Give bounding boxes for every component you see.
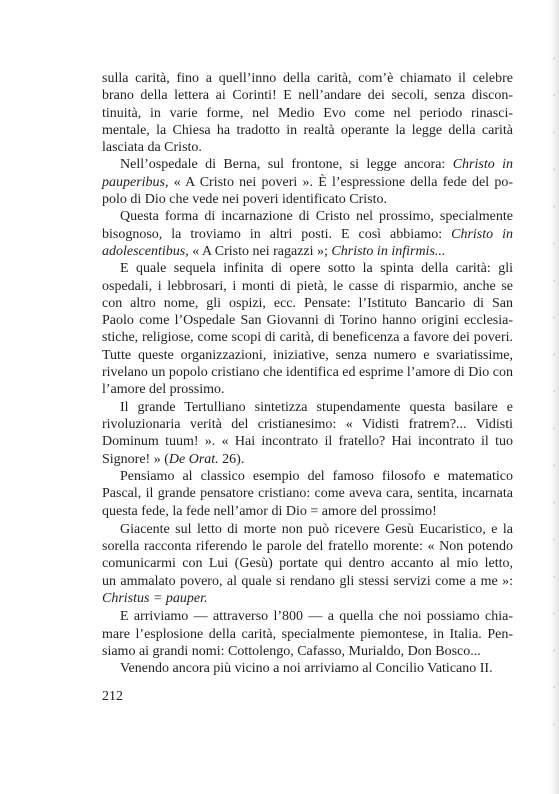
text-line: [102, 521, 513, 538]
text-run: Paolo come l’Ospedale San Giovanni di Torino hanno origini ecclesia-: [102, 313, 513, 329]
text-line: [102, 433, 513, 450]
text-run: bisognoso, la troviamo in altri posti. E così abbiamo:: [102, 226, 452, 242]
text-line: [102, 555, 513, 572]
text-run: Questa forma di incarnazione di Cristo nel prossimo, specialmente: [120, 209, 513, 225]
text-run: stiche, religiose, come scopi di carità, di beneficenza a favore dei poveri.: [102, 330, 513, 346]
text-line: [102, 329, 513, 346]
text-run: Il grande Tertulliano sintetizza stupendamente questa basilare e: [120, 399, 513, 415]
text-line: [102, 347, 513, 364]
text-run: mare l’esplosione della carità, specialmente piemontese, in Italia. Pen-: [102, 626, 513, 642]
text-run: rivelano un popolo cristiano che identifica ed esprime l’amore di Dio con: [102, 365, 513, 381]
text-run: « A Cristo nei ragazzi »;: [188, 243, 332, 259]
text-run: Giacente sul letto di morte non può ricevere Gesù Eucaristico, e la: [120, 521, 513, 537]
text-run: questa fede, la fede nell’amor di Dio = amore del prossimo!: [102, 504, 437, 520]
text-line: [102, 278, 513, 295]
text-run: « A Cristo nei poveri ». È l’espressione della fede del po-: [168, 174, 513, 190]
text-run: polo di Dio che vede nei poveri identificato Cristo.: [102, 192, 387, 208]
text-run: mentale, la Chiesa ha tradotto in realtà operante la legge della carità: [102, 122, 513, 138]
text-run: rivoluzionaria verità del cristianesimo: « Vidisti fratrem?... Vidisti: [102, 416, 513, 432]
text-line: [102, 243, 513, 260]
text-line: [102, 139, 513, 156]
italic-text: adolescentibus,: [102, 243, 189, 259]
text-run: sorella racconta riferendo le parole del fratello morente: « Non potendo: [102, 539, 513, 555]
text-line: [102, 226, 513, 243]
text-run: lasciata da Cristo.: [102, 140, 202, 156]
text-line: [102, 451, 513, 468]
text-line: [102, 468, 513, 485]
text-line: [102, 485, 513, 502]
text-run: un ammalato povero, al quale si rendano gli stessi servizi come a me »:: [102, 573, 513, 589]
text-line: [102, 643, 513, 660]
italic-text: Christo in: [452, 157, 514, 173]
scan-specks: [551, 40, 557, 740]
text-run: brano della lettera ai Corinti! E nell’andare dei secoli, senza discon-: [102, 88, 513, 104]
text-line: [102, 538, 513, 555]
text-run: Pensiamo al classico esempio del famoso filosofo e matematico: [120, 468, 513, 484]
text-run: siamo ai grandi nomi: Cottolengo, Cafasso, Murialdo, Don Bosco...: [102, 643, 481, 659]
text-line: [102, 608, 513, 625]
italic-text: pauperibus,: [102, 174, 169, 190]
text-run: E arriviamo — attraverso l’800 — a quella che noi possiamo chia-: [120, 609, 513, 625]
text-line: [102, 399, 513, 416]
text-run: E quale sequela infinita di opere sotto la spinta della carità: gli: [120, 261, 513, 277]
text-line: [102, 312, 513, 329]
text-line: [102, 87, 513, 104]
text-line: [102, 260, 513, 277]
text-line: [102, 364, 513, 381]
text-line: [102, 416, 513, 433]
text-run: Signore! » (: [102, 451, 169, 467]
italic-text: Christus = pauper.: [102, 590, 208, 606]
text-run: 26).: [218, 451, 245, 467]
italic-text: Christo in: [451, 226, 514, 242]
text-line: [102, 174, 513, 191]
text-line: [102, 381, 513, 398]
text-run: con altro nome, gli ospizi, ecc. Pensate: l’Istituto Bancario di San: [102, 295, 513, 311]
text-run: comunicarmi con Lui (Gesù) portate qui dentro accanto al mio letto,: [102, 556, 513, 572]
text-run: Venendo ancora più vicino a noi arriviamo al Concilio Vaticano II.: [120, 661, 493, 677]
text-run: l’amore del prossimo.: [102, 382, 225, 398]
text-line: [102, 156, 513, 173]
text-line: [102, 295, 513, 312]
text-line: [102, 208, 513, 225]
page-number: 212: [102, 689, 123, 704]
text-line: [102, 70, 513, 87]
body-text: [102, 70, 513, 677]
text-line: [102, 105, 513, 122]
text-line: [102, 503, 513, 520]
text-run: Nell’ospedale di Berna, sul frontone, si legge ancora:: [120, 157, 453, 173]
text-run: ospedali, i lebbrosari, i monti di pietà, le casse di risparmio, anche se: [102, 278, 513, 294]
text-run: Pascal, il grande pensatore cristiano: come aveva cara, sentita, incarnata: [102, 486, 513, 502]
italic-text: Christo in infirmis...: [331, 243, 446, 259]
text-run: tinuità, in varie forme, nel Medio Evo come nel periodo rinasci-: [102, 105, 513, 121]
text-run: Tutte queste organizzazioni, iniziative, senza numero e svariatissime,: [102, 347, 513, 363]
text-line: [102, 626, 513, 643]
text-line: [102, 573, 513, 590]
text-line: [102, 660, 513, 677]
text-line: [102, 122, 513, 139]
text-line: [102, 590, 513, 607]
italic-text: De Orat.: [168, 451, 219, 467]
text-run: sulla carità, fino a quell’inno della carità, com’è chiamato il celebre: [102, 71, 513, 86]
text-run: Dominum tuum! ». « Hai incontrato il fratello? Hai incontrato il tuo: [102, 434, 513, 450]
text-line: [102, 191, 513, 208]
